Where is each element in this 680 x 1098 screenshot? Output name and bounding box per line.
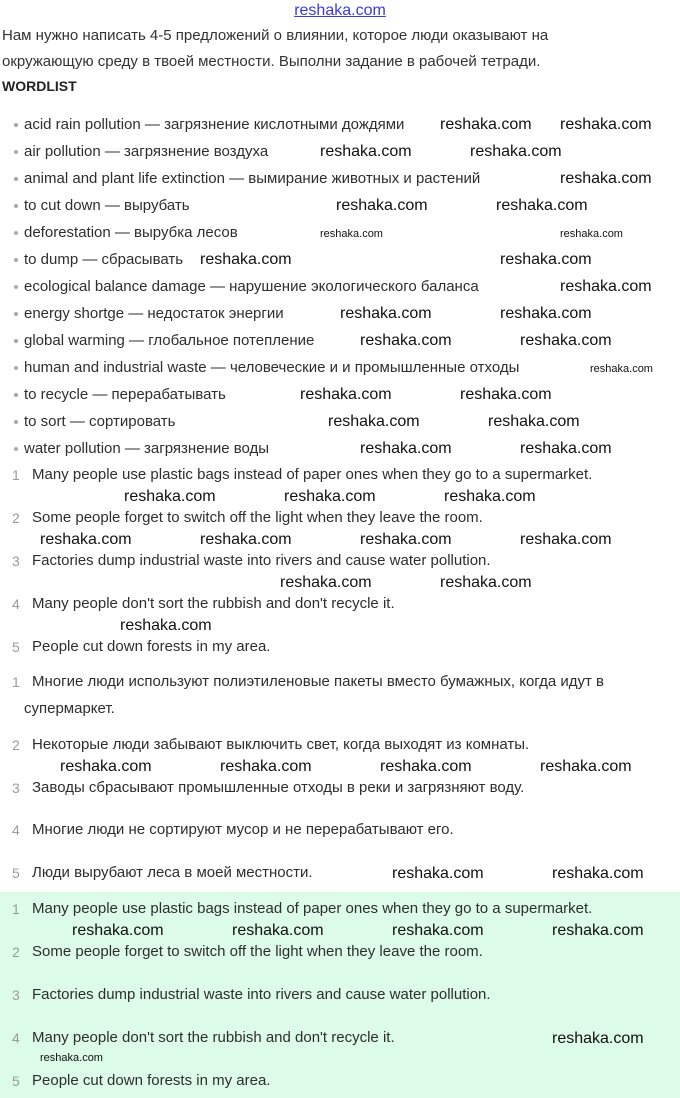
sentence-text: Люди вырубают леса в моей местности. bbox=[32, 864, 313, 881]
sentence-text: Many people don't sort the rubbish and don't recycle it. bbox=[32, 1029, 395, 1046]
watermark: reshaka.com bbox=[520, 440, 612, 457]
bullet-icon bbox=[14, 420, 18, 424]
watermark: reshaka.com bbox=[120, 617, 212, 634]
bullet-icon bbox=[14, 177, 18, 181]
task-line: Нам нужно написать 4-5 предложений о влиянии, которое люди оказывают на bbox=[2, 27, 549, 44]
watermark: reshaka.com bbox=[496, 197, 588, 214]
watermark: reshaka.com bbox=[336, 197, 428, 214]
watermark: reshaka.com bbox=[460, 386, 552, 403]
sentence-text: Some people forget to switch off the light when they leave the room. bbox=[32, 943, 483, 960]
wordlist-text: human and industrial waste — человеческие и и промышленные отходы bbox=[24, 359, 520, 376]
watermark: reshaka.com bbox=[488, 413, 580, 430]
watermark: reshaka.com bbox=[360, 332, 452, 349]
sentence-number: 1 bbox=[12, 674, 20, 690]
bullet-icon bbox=[14, 393, 18, 397]
wordlist-text: acid rain pollution — загрязнение кислотными дождями bbox=[24, 116, 405, 133]
watermark: reshaka.com bbox=[500, 305, 592, 322]
wordlist-title: WORDLIST bbox=[2, 78, 77, 94]
wordlist-item bbox=[14, 115, 404, 135]
watermark: reshaka.com bbox=[560, 278, 652, 295]
sentence-text: Factories dump industrial waste into rivers and cause water pollution. bbox=[32, 986, 491, 1003]
wordlist-item bbox=[14, 358, 519, 378]
sentence-number: 5 bbox=[12, 1073, 20, 1089]
watermark: reshaka.com bbox=[444, 488, 536, 505]
watermark: reshaka.com bbox=[60, 758, 152, 775]
watermark: reshaka.com bbox=[300, 386, 392, 403]
watermark: reshaka.com bbox=[320, 228, 383, 240]
sentence-number: 2 bbox=[12, 737, 20, 753]
bullet-icon bbox=[14, 447, 18, 451]
sentence-text: People cut down forests in my area. bbox=[32, 1072, 271, 1089]
watermark: reshaka.com bbox=[328, 413, 420, 430]
wordlist-item bbox=[14, 304, 284, 324]
bullet-icon bbox=[14, 123, 18, 127]
watermark: reshaka.com bbox=[232, 922, 324, 939]
watermark: reshaka.com bbox=[284, 488, 376, 505]
wordlist-item bbox=[14, 250, 183, 270]
bullet-icon bbox=[14, 150, 18, 154]
watermark: reshaka.com bbox=[124, 488, 216, 505]
sentence-number: 1 bbox=[12, 467, 20, 483]
wordlist-item bbox=[14, 331, 314, 351]
sentence-text: Factories dump industrial waste into rivers and cause water pollution. bbox=[32, 552, 491, 569]
watermark: reshaka.com bbox=[470, 143, 562, 160]
watermark: reshaka.com bbox=[40, 1052, 103, 1064]
bullet-icon bbox=[14, 339, 18, 343]
watermark: reshaka.com bbox=[552, 865, 644, 882]
sentence-text: Многие люди используют полиэтиленовые пакеты вместо бумажных, когда идут в bbox=[32, 673, 604, 690]
watermark: reshaka.com bbox=[560, 116, 652, 133]
wordlist-item bbox=[14, 142, 268, 162]
watermark: reshaka.com bbox=[552, 922, 644, 939]
sentence-text-continued: супермаркет. bbox=[24, 700, 115, 717]
task-text bbox=[2, 23, 548, 75]
watermark: reshaka.com bbox=[380, 758, 472, 775]
sentence-number: 4 bbox=[12, 1030, 20, 1046]
watermark: reshaka.com bbox=[320, 143, 412, 160]
watermark: reshaka.com bbox=[392, 865, 484, 882]
wordlist-item bbox=[14, 412, 175, 432]
watermark: reshaka.com bbox=[200, 531, 292, 548]
watermark: reshaka.com bbox=[40, 531, 132, 548]
bullet-icon bbox=[14, 204, 18, 208]
bullet-icon bbox=[14, 231, 18, 235]
wordlist-text: to cut down — вырубать bbox=[24, 197, 190, 214]
sentence-number: 5 bbox=[12, 865, 20, 881]
sentence-number: 1 bbox=[12, 901, 20, 917]
watermark: reshaka.com bbox=[220, 758, 312, 775]
sentence-text: Many people use plastic bags instead of paper ones when they go to a supermarket. bbox=[32, 900, 593, 917]
watermark: reshaka.com bbox=[280, 574, 372, 591]
watermark: reshaka.com bbox=[200, 251, 292, 268]
sentence-number: 3 bbox=[12, 780, 20, 796]
watermark: reshaka.com bbox=[440, 574, 532, 591]
wordlist-text: deforestation — вырубка лесов bbox=[24, 224, 238, 241]
watermark: reshaka.com bbox=[500, 251, 592, 268]
wordlist-text: animal and plant life extinction — вымирание животных и растений bbox=[24, 170, 481, 187]
watermark: reshaka.com bbox=[440, 116, 532, 133]
sentence-number: 4 bbox=[12, 596, 20, 612]
sentence-number: 4 bbox=[12, 822, 20, 838]
bullet-icon bbox=[14, 366, 18, 370]
sentence-text: Заводы сбрасывают промышленные отходы в реки и загрязняют воду. bbox=[32, 779, 525, 796]
watermark: reshaka.com bbox=[340, 305, 432, 322]
watermark: reshaka.com bbox=[560, 170, 652, 187]
sentence-text: People cut down forests in my area. bbox=[32, 638, 271, 655]
wordlist-text: to sort — сортировать bbox=[24, 413, 176, 430]
wordlist-item bbox=[14, 196, 190, 216]
wordlist-item bbox=[14, 385, 226, 405]
watermark: reshaka.com bbox=[72, 922, 164, 939]
wordlist-item bbox=[14, 169, 480, 189]
sentence-text: Many people use plastic bags instead of paper ones when they go to a supermarket. bbox=[32, 466, 593, 483]
bullet-icon bbox=[14, 285, 18, 289]
wordlist-text: energy shortge — недостаток энергии bbox=[24, 305, 284, 322]
sentence-number: 3 bbox=[12, 553, 20, 569]
wordlist-text: global warming — глобальное потепление bbox=[24, 332, 315, 349]
watermark: reshaka.com bbox=[360, 531, 452, 548]
sentence-number: 3 bbox=[12, 987, 20, 1003]
watermark: reshaka.com bbox=[540, 758, 632, 775]
watermark: reshaka.com bbox=[520, 332, 612, 349]
task-line: окружающую среду в твоей местности. Выполни задание в рабочей тетради. bbox=[2, 53, 541, 70]
wordlist-item bbox=[14, 439, 269, 459]
bullet-icon bbox=[14, 258, 18, 262]
sentence-number: 2 bbox=[12, 510, 20, 526]
wordlist-text: to recycle — перерабатывать bbox=[24, 386, 226, 403]
wordlist-text: water pollution — загрязнение воды bbox=[24, 440, 270, 457]
bullet-icon bbox=[14, 312, 18, 316]
wordlist-text: to dump — сбрасывать bbox=[24, 251, 184, 268]
watermark: reshaka.com bbox=[560, 228, 623, 240]
watermark: reshaka.com bbox=[360, 440, 452, 457]
watermark: reshaka.com bbox=[552, 1030, 644, 1047]
wordlist-text: air pollution — загрязнение воздуха bbox=[24, 143, 269, 160]
wordlist-item bbox=[14, 223, 238, 243]
sentence-number: 5 bbox=[12, 639, 20, 655]
watermark: reshaka.com bbox=[520, 531, 612, 548]
watermark: reshaka.com bbox=[590, 363, 653, 375]
sentence-text: Many people don't sort the rubbish and don't recycle it. bbox=[32, 595, 395, 612]
sentence-text: Многие люди не сортируют мусор и не перерабатывают его. bbox=[32, 821, 454, 838]
site-link[interactable]: reshaka.com bbox=[294, 2, 386, 19]
sentence-text: Some people forget to switch off the light when they leave the room. bbox=[32, 509, 483, 526]
sentence-number: 2 bbox=[12, 944, 20, 960]
sentence-text: Некоторые люди забывают выключить свет, когда выходят из комнаты. bbox=[32, 736, 530, 753]
wordlist-text: ecological balance damage — нарушение экологического баланса bbox=[24, 278, 479, 295]
watermark: reshaka.com bbox=[392, 922, 484, 939]
wordlist-item bbox=[14, 277, 479, 297]
